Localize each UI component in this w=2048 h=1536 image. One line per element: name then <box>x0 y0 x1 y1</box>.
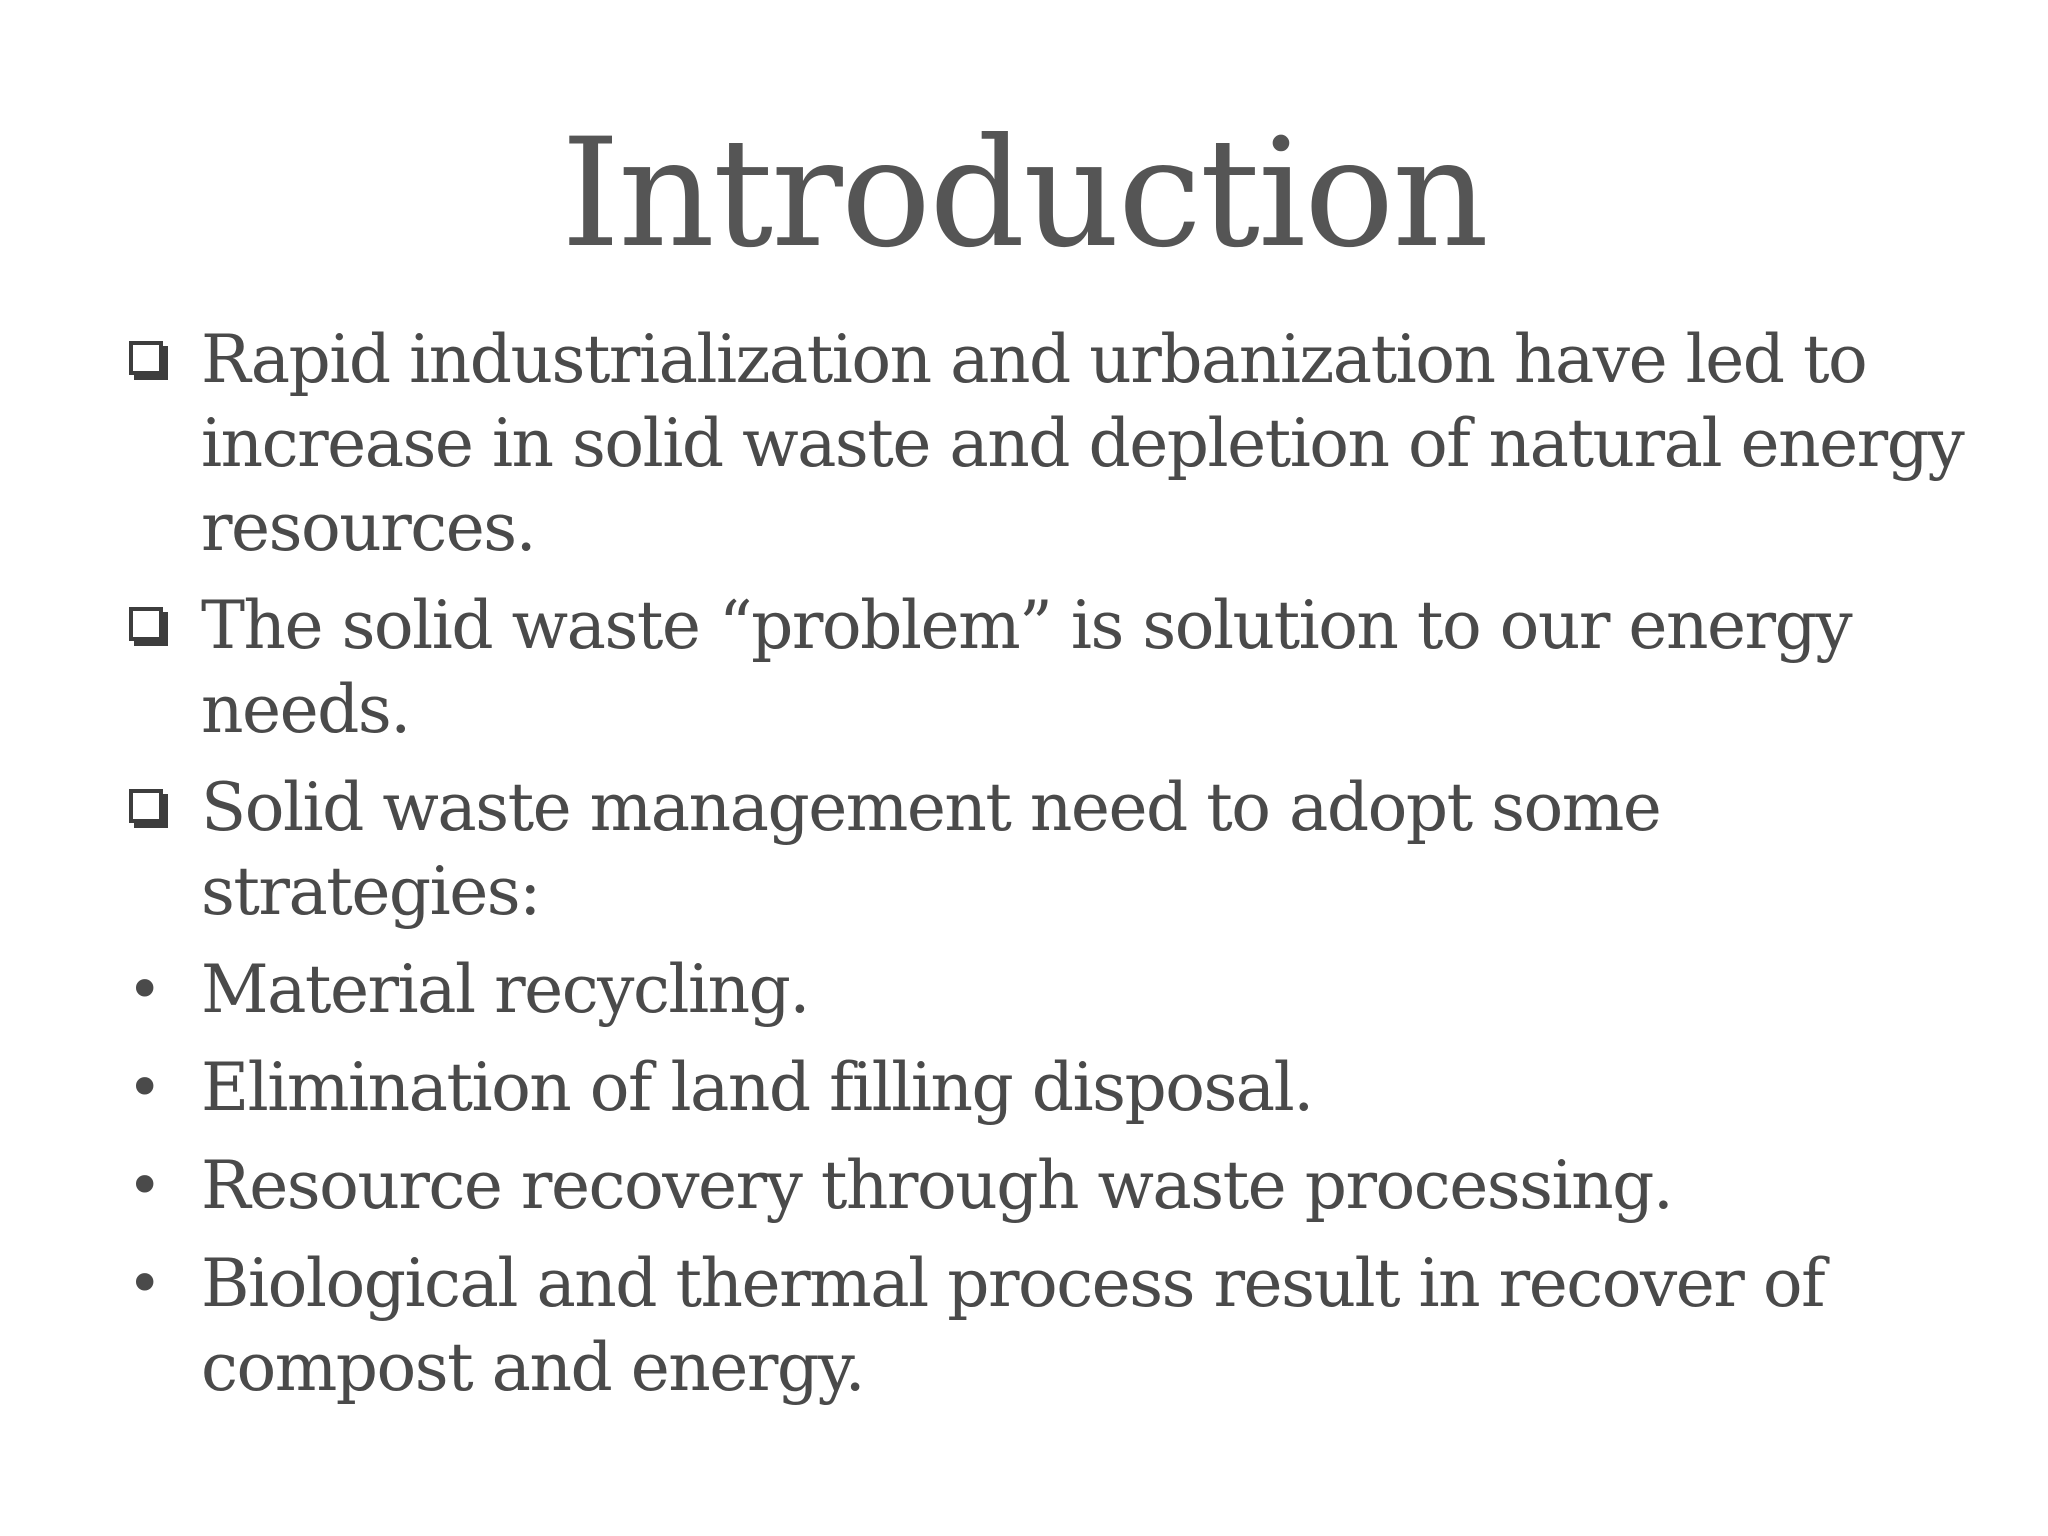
list-item <box>125 1144 1985 1228</box>
list-item-text: Elimination of land filling disposal. <box>201 1049 1313 1126</box>
dot-bullet-icon: • <box>127 1151 161 1221</box>
list-item <box>125 766 1985 934</box>
list-item <box>125 318 1985 570</box>
list-item-text: Resource recovery through waste processing. <box>201 1147 1673 1224</box>
checkbox-square-bullet-icon <box>129 789 163 823</box>
dot-bullet-icon: • <box>127 1053 161 1123</box>
dot-bullet-icon: • <box>127 1249 161 1319</box>
dot-bullet-icon: • <box>127 955 161 1025</box>
list-item <box>125 1242 1985 1410</box>
list-item <box>125 584 1985 752</box>
list-item-text: The solid waste “problem” is solution to our energy needs. <box>201 587 1852 748</box>
checkbox-square-bullet-icon <box>129 341 163 375</box>
list-item <box>125 948 1985 1032</box>
list-item-text: Biological and thermal process result in recover of compost and energy. <box>201 1245 1824 1406</box>
list-item-text: Material recycling. <box>201 951 809 1028</box>
bullet-list <box>125 318 1985 1424</box>
list-item-text: Solid waste management need to adopt some strategies: <box>201 769 1661 930</box>
list-item-text: Rapid industrialization and urbanization have led to increase in solid waste and depletion of natural energy resources. <box>201 321 1964 566</box>
list-item <box>125 1046 1985 1130</box>
slide-title: Introduction <box>561 107 1487 281</box>
checkbox-square-bullet-icon <box>129 607 163 641</box>
